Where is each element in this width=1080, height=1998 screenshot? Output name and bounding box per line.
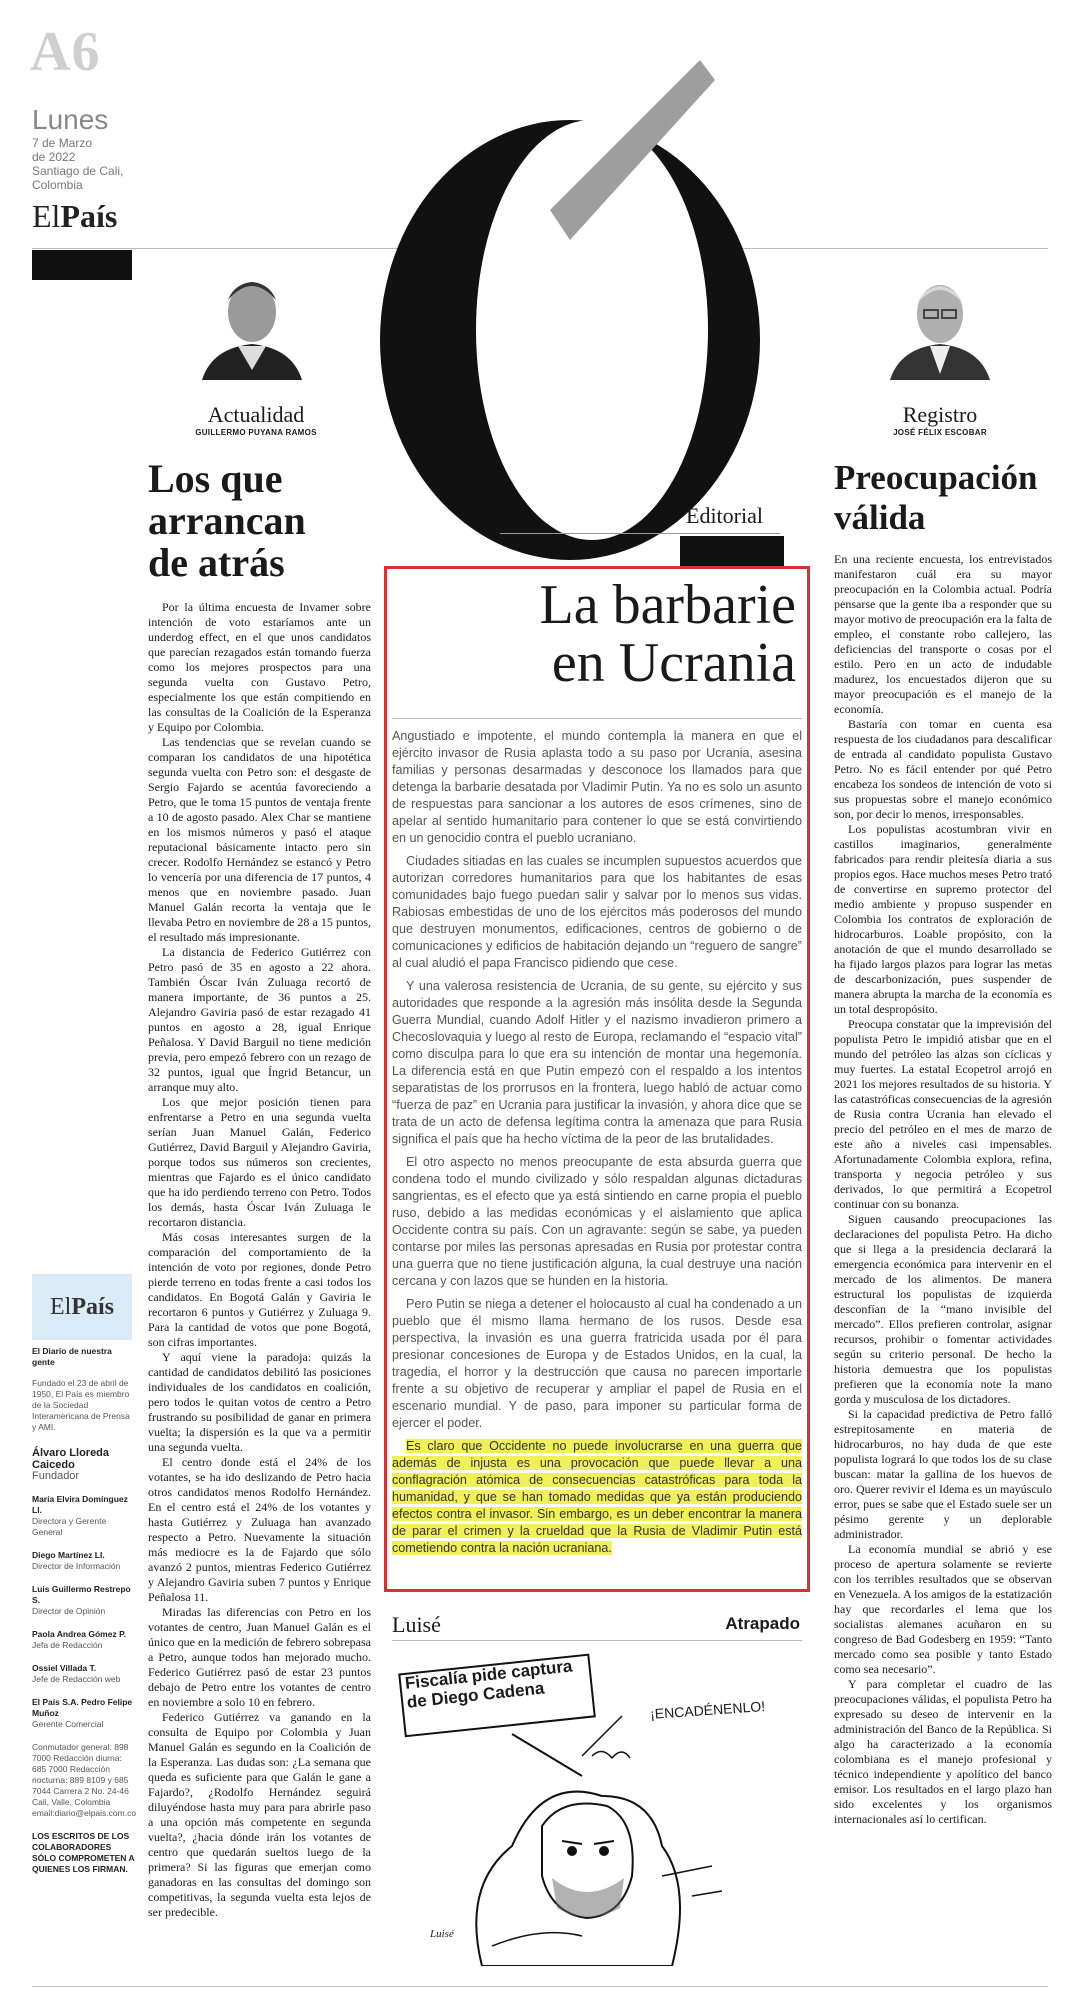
staff-entry: María Elvira Domínguez Ll. Directora y Gerente General (32, 1494, 128, 1537)
author-photo-right (880, 262, 1000, 380)
el-pais-logo-small: ElPaís (50, 1294, 114, 1320)
section-actualidad: Actualidad (207, 402, 305, 427)
cartoon-rule (392, 1640, 802, 1641)
editorial-paragraph-highlighted: Es claro que Occidente no puede involucrarse en una guerra que además de injusta es una provocación que puede llevar a una conflagración atómica de consecuencias catastróficas para toda la humanidad, y que se han tomado medidas que ya están produciendo efectos contra el invasor. Sin embargo, es un deber encontrar la manera de parar el crimen y la crueldad que la Rusia de Vladimir Putin está cometiendo contra la nación ucraniana. (392, 1439, 802, 1555)
right-headline: Preocupación válida (834, 458, 1038, 537)
date-label: 7 de Marzo (32, 136, 93, 150)
article-paragraph: Más cosas interesantes surgen de la comparación del comportamiento de la intención de voto por regiones, donde Petro pierde terreno en todas frente a casi todos los candidatos. En Bogotá Galán y Gaviria le recortaron 6 puntos y Gutiérrez y Zuluaga 9. Para la cantidad de votos que pone Bogotá, son cifras importantes. (148, 1230, 371, 1349)
article-paragraph: Y aquí viene la paradoja: quizás la cantidad de candidatos debilitó las posiciones individuales de los candidatos en coalición, pero todos le quitan votos de centro a Petro frustrando su posibilidad de ganar en primera vuelta; la dispersión es la que va a permitir una segunda vuelta. (148, 1350, 371, 1454)
section-registro: Registro (902, 402, 978, 427)
editorial-body (392, 728, 802, 1557)
sidebar-tagline: El Diario de nuestra gente (32, 1346, 112, 1367)
right-article-body (834, 552, 1052, 1827)
left-headline: Los que arrancan de atrás (148, 456, 306, 585)
article-paragraph: Si la capacidad predictiva de Petro falló estrepitosamente en materia de hidrocarburos, no hay duda de que este populista logrará lo que todos los de su clase buscan: matar la gallina de los huevos de oro. Querer revivir el Idema es un mayúsculo error, pues se sabe que el Estado suele ser un pésimo gerente y un deplorable administrador. (834, 1407, 1052, 1541)
cartoon-signature: Luisé (430, 1928, 454, 1940)
editorial-headline: La barbarie en Ucrania (539, 574, 796, 694)
sidebar-logo-box (32, 1274, 132, 1340)
cartoon-title: Atrapado (725, 1614, 800, 1633)
left-article-body (148, 600, 371, 1920)
year-label: de 2022 (32, 150, 76, 164)
editorial-headline-rule (392, 718, 802, 719)
article-paragraph: Siguen causando preocupaciones las declaraciones del populista Petro. Ha dicho que si llega a la presidencia declarará la emergencia económica para intervenir en el mercado de los alimentos. De manera estructural los populistas de izquierda desconfían de la “mano invisible del mercado”. Ellos prefieren controlar, asignar recursos, prohibir o fomentar actividades según su criterio personal. De hecho la historia demuestra que los populistas prefieren que la economía note la mano gorda y musculosa de los dictadores. (834, 1212, 1052, 1406)
el-pais-logo: ElPaís (32, 198, 118, 234)
article-paragraph: El centro donde está el 24% de los votantes, se ha ido deslizando de Petro hacia otros candidatos menos Rodolfo Hernández. En el centro está el 24% de los votantes y hasta Gutiérrez y Zuluaga han avanzado respecto a Petro. Nuevamente la situación más mediocre es la de Fajardo que sólo avanzó 2 puntos, mientras Federico Gutiérrez y Alejandro Gaviria suben 7 puntos y Enrique Peñalosa 11. (148, 1455, 371, 1604)
editorial-paragraph: Y una valerosa resistencia de Ucrania, de su gente, su ejército y sus autoridades que responde a la agresión más insólita desde la Segunda Guerra Mundial, cuando Adolf Hitler y el nazismo invadieron primero a Checoslovaquia y luego al resto de Europa, reclamando el “espacio vital” como disculpa para lo que era su intención de montar una hegemonía. La diferencia está en que Putin empezó con el respaldo a los intentos separatistas de los prorrusos en la frontera, luego habló de actuar como “fuerza de paz” en Ucrania para justificar la invasión, y ahora dice que se trata de un acto de defensa legítima contra la amenaza que para Rusia significa el país que ha hecho víctima de la peor de las brutalidades. (392, 979, 802, 1146)
article-paragraph: Las tendencias que se revelan cuando se comparan los candidatos de una hipotética segunda vuelta con Petro son: el desgaste de Sergio Fajardo se acentúa favoreciendo a Petro, que le toma 15 puntos de ventaja frente a 10 de agosto pasado. Alex Char se mantiene en los mismos números y pasó el ataque reputacional básicamente intacto pero sin crecer. Rodolfo Hernández se estancó y Petro lo vencería por una diferencia de 17 puntos, 4 menos que en noviembre pasado. Juan Manuel Galán recorta la ventaja que le llevaba Petro en noviembre de 28 a 15 puntos, el resultado más impresionante. (148, 735, 371, 944)
staff-entry: Álvaro Lloreda Caicedo Fundador (32, 1447, 110, 1482)
editorial-paragraph: Angustiado e impotente, el mundo contempla la manera en que el ejército invasor de Rusia aplasta todo a su paso por Ucrania, asesina familias y personas desarmadas y desconoce los llamados para que detenga la barbarie desatada por Vladimir Putin. Ya no es solo un asunto de respuestas para sancionar a los autores de esos crímenes, sino de apelar al sentido humanitario para contener lo que se está convirtiendo en un genocidio contra el pueblo ucraniano. (392, 729, 802, 845)
cartoon-artist: Luisé (392, 1612, 441, 1637)
masthead-black-bar (32, 250, 132, 280)
dateline (32, 136, 123, 192)
sidebar-founded: Fundado el 23 de abril de 1950, El País es miembro de la Sociedad Interamericana de Prensa y AMI. (32, 1378, 130, 1432)
staff-entry: Diego Martínez Ll. Director de Información (32, 1550, 121, 1571)
staff-entry: Luis Guillermo Restrepo S. Director de Opinión (32, 1584, 131, 1616)
article-paragraph: Por la última encuesta de Invamer sobre intención de voto estaríamos ante un underdog effect, en el que unos candidatos que parecían rezagados están tomando fuerza como los mejores prospectos para una segunda vuelta con Gustavo Petro, especialmente los que están compitiendo en las consultas de la Coalición de la Esperanza y Equipo por Colombia. (148, 600, 371, 734)
cartoon-speech: ¡ENCADÉNENLO! (649, 1698, 766, 1722)
article-paragraph: La distancia de Federico Gutiérrez con Petro pasó de 35 en agosto a 22 ahora. También Óscar Iván Zuluaga recortó de manera importante, de 36 puntos a 25. Alejandro Gaviria pasó de estar rezagado 41 puntos en agosto a 28, igual Enrique Peñalosa. Y David Barguil no tiene medición previa, pero empezó febrero con un rezago de 32 puntos, igual que Íngrid Betancur, un arranque muy alto. (148, 945, 371, 1094)
country-label: Colombia (32, 178, 83, 192)
article-paragraph: La economía mundial se abrió y ese proceso de apertura solamente se revierte con los terribles resultados que se observan en Venezuela. A los amigos de la estatización hay que recordarles el lema que los socialistas alemanes acuñaron en su congreso de Bad Godesberg en 1959: “Tanto mercado como sea posible y tanto Estado como sea necesario”. (834, 1542, 1052, 1676)
author-left: GUILLERMO PUYANA RAMOS (195, 428, 317, 437)
editorial-rule (500, 533, 780, 534)
bottom-rule (32, 1986, 1048, 1987)
editorial-paragraph: Ciudades sitiadas en las cuales se incumplen supuestos acuerdos que autorizan corredores humanitarios para que los habitantes de esas comunidades bajo fuego puedan salir y salvar por lo menos sus vidas. Rabiosas embestidas de uno de los ejércitos más poderosos del mundo que destruyen monumentos, edificaciones, centros de gobierno o de comunicaciones y edificios de habitación dejando un “reguero de sangre” al cual aludió el papa Francisco pidiendo que cese. (392, 854, 802, 970)
editorial-paragraph: El otro aspecto no menos preocupante de esta absurda guerra que condena todo el mundo civilizado y sólo respaldan algunas dictaduras sangrientas, es el efecto que ya está sintiendo en carne propia el pueblo ruso, debido a las medidas económicas y el aislamiento que aplica Occidente contra su país. Con un agravante: según se sabe, ya pueden contarse por miles las personas apresadas en Rusia por protestar contra una guerra que no tiene justificación alguna, la cual destruye una nación cercana y con lazos que se hunden en la historia. (392, 1155, 802, 1288)
editorial-black-bar (680, 536, 784, 568)
staff-entry: El País S.A. Pedro Felipe Muñoz Gerente Comercial (32, 1697, 133, 1729)
sidebar-disclaimer: LOS ESCRITOS DE LOS COLABORADORES SÓLO COMPROMETEN A QUIENES LOS FIRMAN. (32, 1831, 135, 1874)
article-paragraph: Federico Gutiérrez va ganando en la consulta de Equipo por Colombia y Juan Manuel Galán es segundo en la Coalición de la Esperanza. Las dudas son: ¿La semana que queda es suficiente para que Galán le gane a Fajardo?, ¿Rodolfo Hernández seguirá diluyéndose hasta muy para para abrirle paso a una opción más competente en segunda vuelta?, ¿hacia dónde irán los votantes de centro que quedarán sueltos luego de la primera? Si las figuras que emerjan como ganadoras en las consultas del domingo son competitivas, la segunda vuelta esta lejos de ser predecible. (148, 1710, 371, 1919)
article-paragraph: Bastaría con tomar en cuenta esa respuesta de los ciudadanos para descalificar de entrada al candidato populista Gustavo Petro. No es fácil entender por qué Petro encabeza los sondeos de intención de voto si sus propuestas sobre el manejo económico son, por decir lo menos, irresponsables. (834, 717, 1052, 821)
day-label: Lunes (32, 104, 109, 135)
editorial-label: Editorial (686, 503, 763, 528)
article-paragraph: Miradas las diferencias con Petro en los votantes de centro, Juan Manuel Galán es el único que en la medición de febrero sobrepasa a Petro, aunque todos han mejorado mucho. Federico Gutiérrez pasó de estar 23 puntos debajo de Petro entre los votantes de centro en noviembre a solo 10 en febrero. (148, 1605, 371, 1709)
editorial-paragraph: Pero Putin se niega a detener el holocausto al cual ha condenado a un pueblo que él mismo llama hermano de los rusos. Desde esa perspectiva, la invasión es una guerra fratricida usada por él para presionar concesiones de Europa y de Estados Unidos, en la cual, la tragedia, el horror y la destrucción que causa no parecen importarle frente a su objetivo de recuperar y ampliar el papel de Rusia en el escenario mundial. Y de paso, para imponer su particular forma de ejercer el poder. (392, 1297, 802, 1430)
opinion-logo-o (370, 40, 770, 560)
cartoon-sign-text: Fiscalía pide captura de Diego Cadena (404, 1656, 574, 1712)
page-number: A6 (30, 21, 101, 83)
staff-entry: Ossiel Villada T. Jefe de Redacción web (32, 1663, 121, 1684)
sidebar-contact: Conmutador general: 898 7000 Redacción diurna: 685 7000 Redacción nocturna: 889 8109 y 685 7044 Carrera 2 No. 24-46 Cali, Valle, Colombia email:diario@elpais.com.co (32, 1742, 137, 1818)
article-paragraph: En una reciente encuesta, los entrevistados manifestaron cuál era su mayor preocupación en la Colombia actual. Podría pensarse que la gente iba a responder que su mayor motivo de preocupación era la falta de empleo, el constante robo callejero, las deficiencias del transporte o cosas por el estilo. Pero en un acto de indudable madurez, los encuestados dijeron que su mayor preocupación es el manejo de la economía. (834, 552, 1052, 716)
city-label: Santiago de Cali, (32, 164, 124, 178)
staff-entry: Paola Andrea Gómez P. Jefa de Redacción (32, 1629, 127, 1650)
article-paragraph: Los populistas acostumbran vivir en castillos imaginarios, generalmente fabricados para rendir pleitesía diaria a sus propios egos. Hace muchos meses Petro trató de convertirse en supremo protector del medio ambiente y propuso suspender en Colombia los contratos de exploración de hidrocarburos. Loable propósito, con la anotación de que el mundo desarrollado se ha fijado largos plazos para lograr las metas de descarbonización, pues suspender de manera abrupta la marcha de la economía es un total despropósito. (834, 822, 1052, 1016)
article-paragraph: Y para completar el cuadro de las preocupaciones válidas, el populista Petro ha expresado su deseo de intervenir en la administración del Banco de la República. Si algo ha caracterizado a la economía colombiana es el manejo profesional y técnico independiente y apolítico del banco emisor. Los resultados en el largo plazo han sido excelentes y los organismos internacionales así lo certifican. (834, 1677, 1052, 1826)
article-paragraph: Preocupa constatar que la imprevisión del populista Petro le impidió atisbar que en el mundo del petróleo las alzas son cíclicas y muy fuertes. La estatal Ecopetrol arrojó en 2021 los mejores resultados de su historia. Y las catastróficas consecuencias de la agresión de Rusia contra Ucrania han elevado el precio del petróleo en el mes de marzo de este año a niveles casi impensables. Afortunadamente Colombia explora, refina, transporta y negocia petróleo y sus derivados, lo que permitirá a Ecopetrol continuar con su bonanza. (834, 1017, 1052, 1211)
author-photo-left (192, 262, 312, 380)
sidebar-info (32, 1346, 136, 1875)
author-right: JOSÉ FÉLIX ESCOBAR (893, 428, 987, 437)
article-paragraph: Los que mejor posición tienen para enfrentarse a Petro en una segunda vuelta serían Juan Manuel Galán, Federico Gutiérrez, David Barguil y Alejandro Gaviria, porque todos sus números son crecientes, mientras que Fajardo es el único candidato que ha ido perdiendo terreno con Petro. Todos los demás, hasta Óscar Iván Zuluaga le recortaron distancia. (148, 1095, 371, 1229)
